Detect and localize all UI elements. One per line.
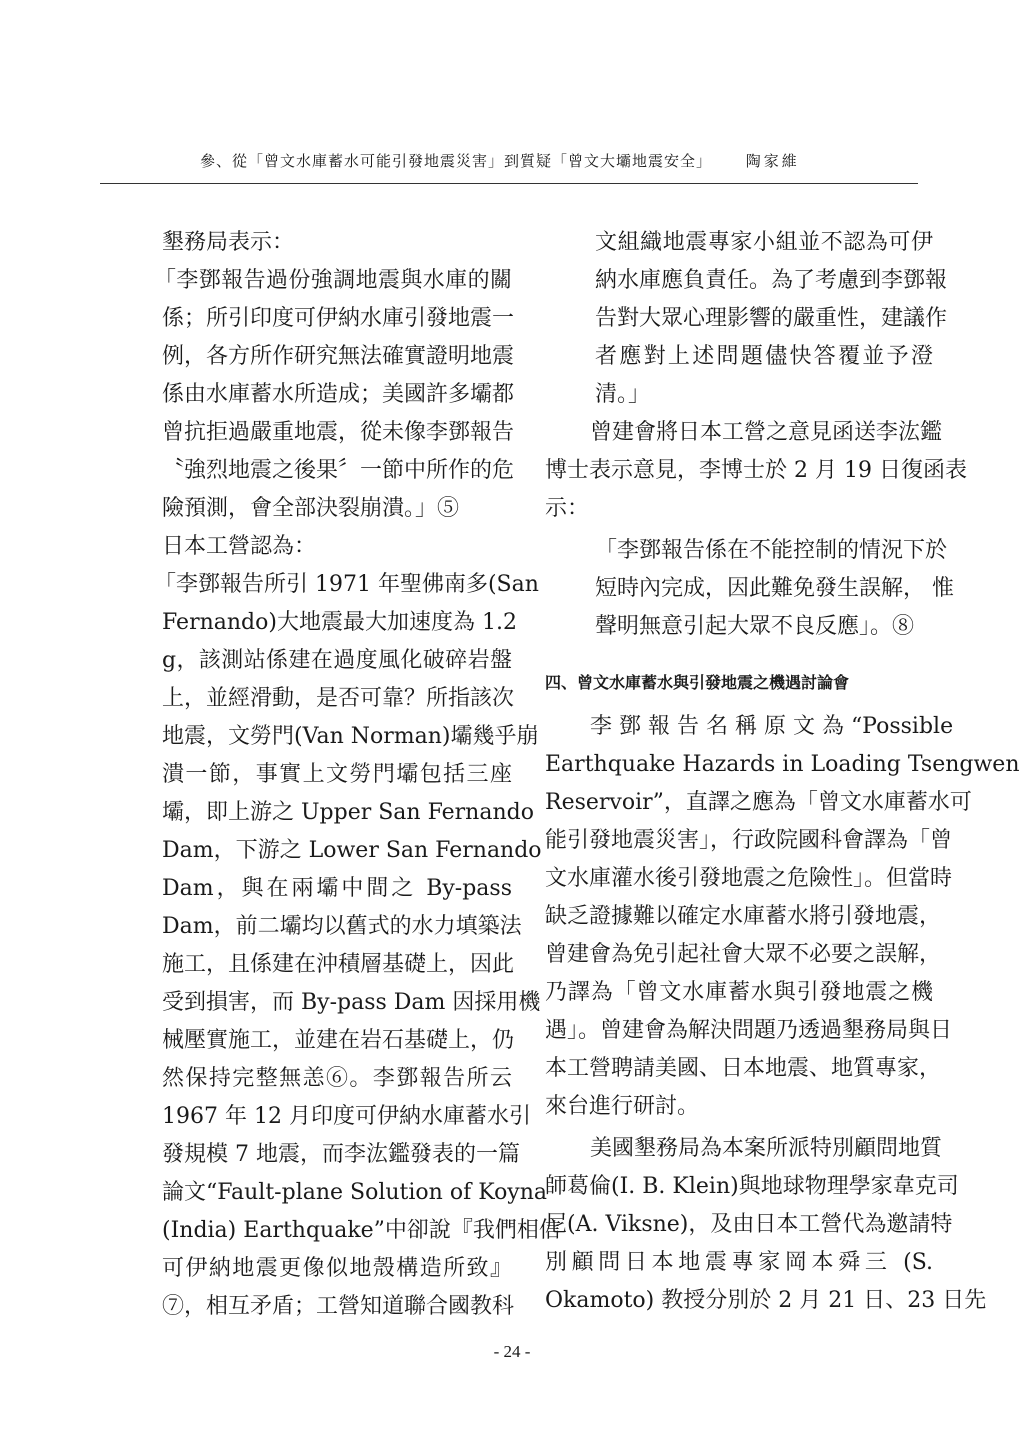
text-line: 然保持完整無恙⑥。李鄧報告所云 — [162, 1066, 512, 1091]
text-line: 來台進行研討。 — [545, 1094, 700, 1119]
text-line: Fernando)大地震最大加速度為 1.2 — [162, 610, 517, 635]
text-line: 李 鄧 報 告 名 稱 原 文 為 “Possible — [590, 714, 954, 739]
quote-line: 文組織地震專家小組並不認為可伊 — [595, 230, 933, 255]
text-line: 缺乏證據難以確定水庫蓄水將引發地震， — [545, 904, 942, 929]
running-header — [200, 150, 850, 171]
quote-line: 「李鄧報告係在不能控制的情況下於 — [595, 538, 948, 563]
text-line: 發規模 7 地震，而李汯鑑發表的一篇 — [162, 1142, 520, 1167]
text-line: 曾抗拒過嚴重地震，從未像李鄧報告 — [162, 420, 515, 445]
text-line: 墾務局表示： — [162, 230, 295, 255]
page-number: - 24 - — [493, 1342, 531, 1361]
text-line: 可伊納地震更像似地殼構造所致』 — [162, 1256, 512, 1281]
text-line: 本工營聘請美國、日本地震、地質專家， — [545, 1056, 942, 1081]
text-line: Dam，下游之 Lower San Fernando — [162, 838, 542, 863]
text-line: 械壓實施工，並建在岩石基礎上，仍 — [162, 1028, 515, 1053]
text-line: 係；所引印度可伊納水庫引發地震一 — [162, 306, 515, 331]
quote-line: 短時內完成，因此難免發生誤解， 惟 — [595, 576, 954, 601]
text-line: (India) Earthquake”中卻說『我們相信 — [162, 1218, 561, 1243]
text-line: 「李鄧報告過份強調地震與水庫的關 — [154, 268, 512, 293]
text-line: 壩，即上游之 Upper San Fernando — [162, 800, 534, 825]
text-line: Okamoto) 教授分別於 2 月 21 日、23 日先 — [545, 1288, 987, 1313]
text-line: Reservoir”，直譯之應為「曾文水庫蓄水可 — [545, 790, 972, 815]
text-line: 「李鄧報告所引 1971 年聖佛南多(San — [154, 572, 539, 597]
quote-line: 聲明無意引起大眾不良反應」。⑧ — [595, 614, 915, 639]
text-line: 受到損害，而 By-pass Dam 因採用機 — [162, 990, 541, 1015]
header-rule — [100, 183, 918, 184]
text-line: 〝強烈地震之後果〞一節中所作的危 — [162, 458, 515, 483]
quote-line: 告對大眾心理影響的嚴重性，建議作 — [595, 306, 948, 331]
text-line: 能引發地震災害」，行政院國科會譯為「曾 — [545, 828, 953, 853]
text-line: 遇」。曾建會為解決問題乃透過墾務局與日 — [545, 1018, 953, 1043]
text-line: 係由水庫蓄水所造成；美國許多壩都 — [162, 382, 515, 407]
text-line: 別顧問日本地震專家岡本舜三 (S. — [545, 1250, 933, 1275]
text-line: 施工，且係建在沖積層基礎上，因此 — [162, 952, 515, 977]
text-line: 乃譯為「曾文水庫蓄水與引發地震之機 — [545, 980, 933, 1005]
text-line: 曾建會將日本工營之意見函送李汯鑑 — [590, 420, 943, 445]
left-column — [154, 224, 561, 1326]
header-author: 陶家維 — [745, 152, 800, 170]
section-heading: 四、曾文水庫蓄水與引發地震之機遇討論會 — [545, 673, 850, 692]
text-line: 1967 年 12 月印度可伊納水庫蓄水引 — [162, 1104, 531, 1129]
header-title: 參、從「曾文水庫蓄水可能引發地震災害」到質疑「曾文大壩地震安全」 — [200, 152, 713, 170]
text-line: 博士表示意見，李博士於 2 月 19 日復函表 — [545, 458, 967, 483]
quote-line: 者應對上述問題儘快答覆並予澄 — [595, 344, 933, 369]
text-line: 例，各方所作研究無法確實證明地震 — [162, 344, 515, 369]
text-line: Earthquake Hazards in Loading Tsengwen — [545, 752, 1020, 777]
text-line: Dam，前二壩均以舊式的水力填築法 — [162, 914, 522, 939]
right-column — [545, 224, 1020, 1320]
text-line: ⑦，相互矛盾；工營知道聯合國教科 — [162, 1294, 515, 1319]
text-line: 上，並經滑動，是否可靠？所指該次 — [162, 686, 515, 711]
text-line: 論文“Fault-plane Solution of Koyna — [162, 1180, 548, 1205]
quote-line: 納水庫應負責任。為了考慮到李鄧報 — [595, 268, 948, 293]
text-line: 曾建會為免引起社會大眾不必要之誤解， — [545, 942, 942, 967]
text-line: 師葛倫(I. B. Klein)與地球物理學家韋克司 — [545, 1174, 959, 1199]
text-line: 美國墾務局為本案所派特別顧問地質 — [590, 1136, 943, 1161]
text-line: 險預測，會全部決裂崩潰。」⑤ — [162, 496, 460, 521]
text-line: g，該測站係建在過度風化破碎岩盤 — [162, 648, 512, 673]
text-line: 潰一節，事實上文勞門壩包括三座 — [162, 762, 512, 787]
text-line: 地震，文勞門(Van Norman)壩幾乎崩 — [162, 724, 539, 749]
text-line: Dam，與在兩壩中間之 By-pass — [162, 876, 512, 901]
text-line: 日本工營認為： — [162, 534, 317, 559]
text-line: 文水庫灌水後引發地震之危險性」。但當時 — [545, 866, 953, 891]
text-line: 尼(A. Viksne)，及由日本工營代為邀請特 — [545, 1212, 953, 1237]
quote-line: 清。」 — [595, 382, 651, 407]
text-line: 示： — [545, 496, 590, 521]
